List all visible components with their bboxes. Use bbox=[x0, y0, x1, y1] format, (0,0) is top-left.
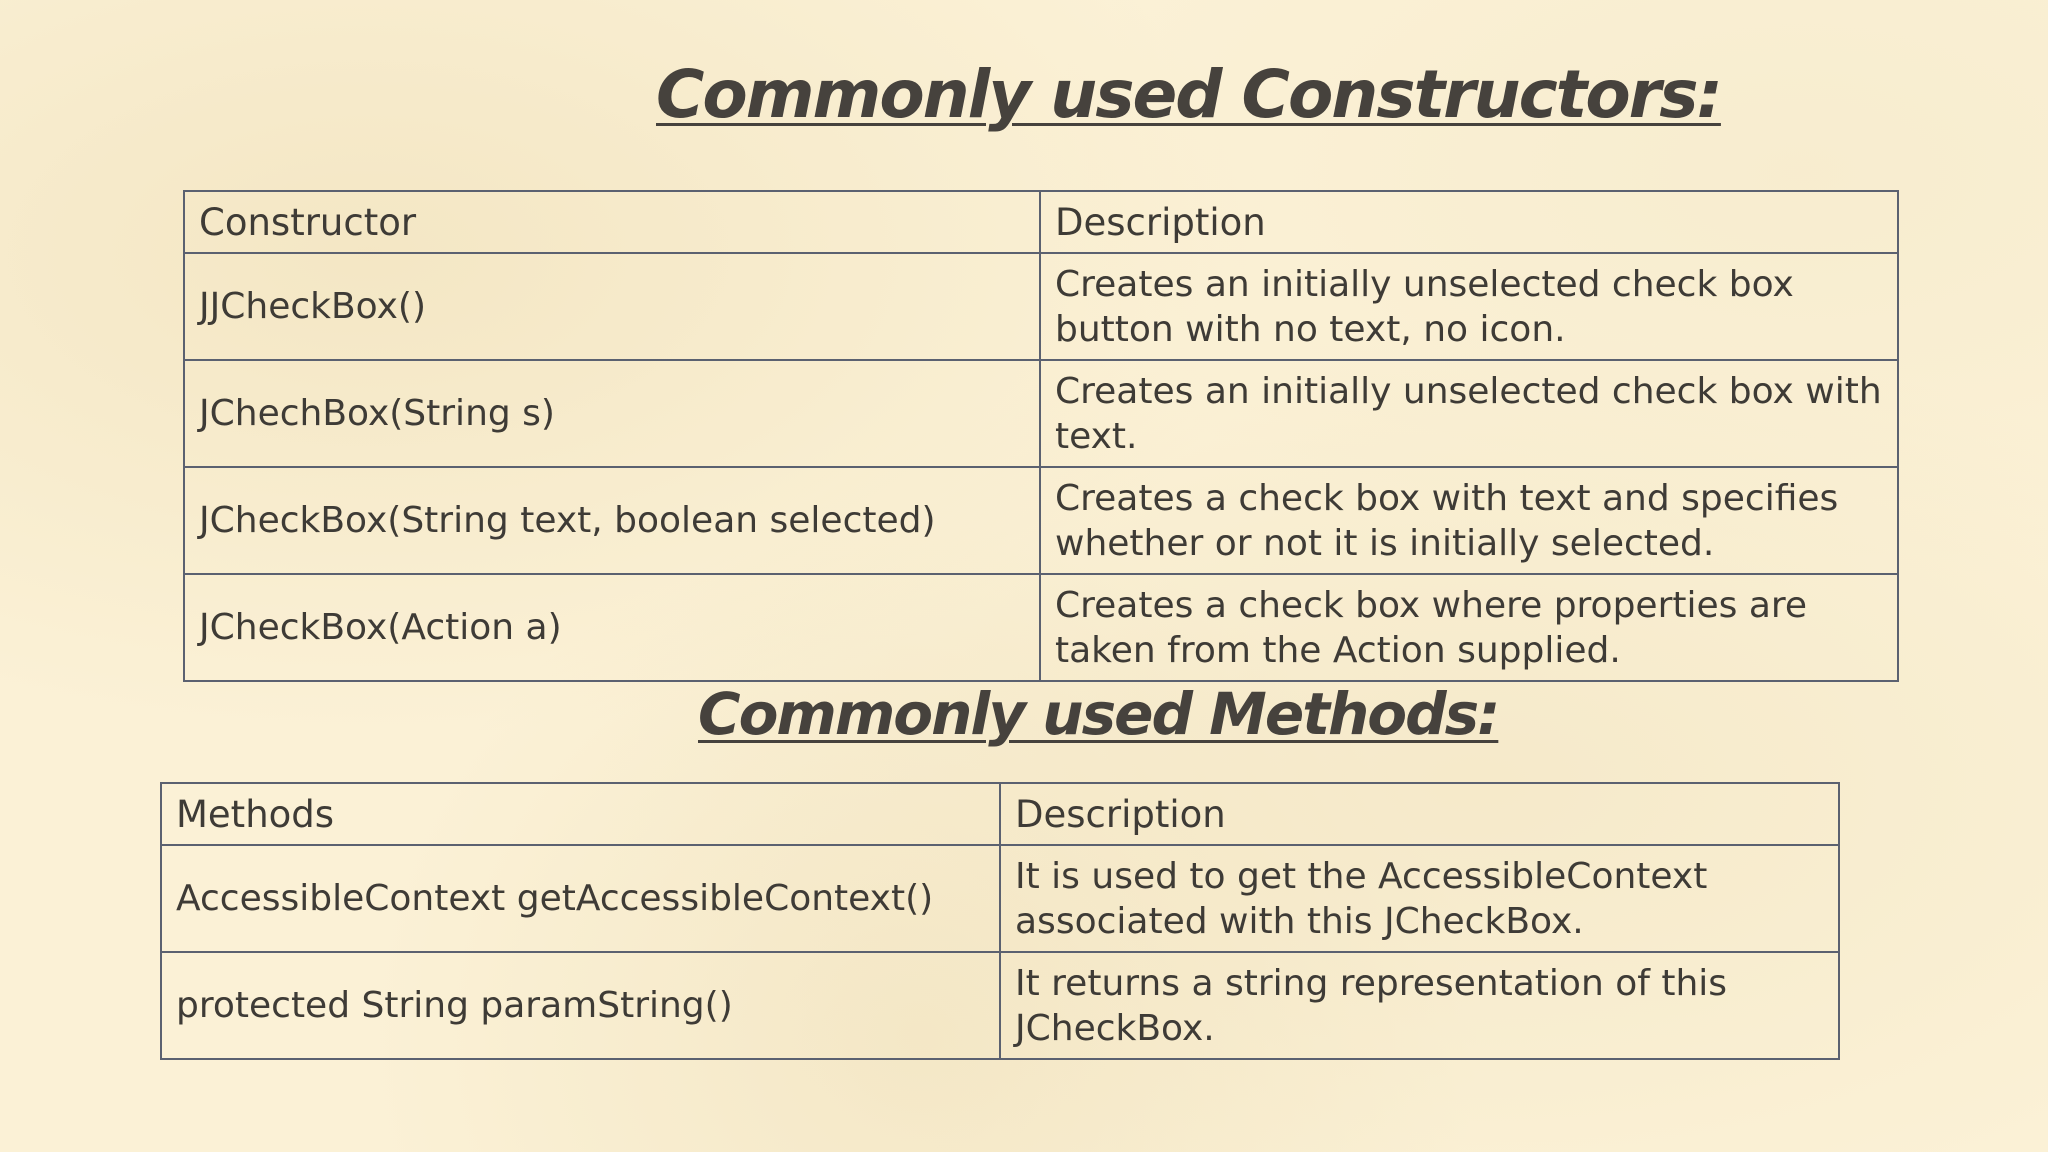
table-header-row bbox=[184, 191, 1898, 253]
constructor-name-cell: JCheckBox(Action a) bbox=[184, 574, 1040, 681]
method-name-cell: protected String paramString() bbox=[161, 952, 1000, 1059]
table-row bbox=[184, 574, 1898, 681]
constructor-name-cell: JChechBox(String s) bbox=[184, 360, 1040, 467]
column-header-constructor: Constructor bbox=[184, 191, 1040, 253]
constructor-description-cell: Creates an initially unselected check box with text. bbox=[1040, 360, 1898, 467]
constructor-name-cell: JJCheckBox() bbox=[184, 253, 1040, 360]
method-description-cell: It is used to get the AccessibleContext associated with this JCheckBox. bbox=[1000, 845, 1839, 952]
constructor-description-cell: Creates a check box with text and specifies whether or not it is initially selected. bbox=[1040, 467, 1898, 574]
table-row bbox=[184, 253, 1898, 360]
table-header-row bbox=[161, 783, 1839, 845]
method-description-cell: It returns a string representation of this JCheckBox. bbox=[1000, 952, 1839, 1059]
constructors-table bbox=[183, 190, 1899, 682]
column-header-methods: Methods bbox=[161, 783, 1000, 845]
table-row bbox=[184, 360, 1898, 467]
constructor-name-cell: JCheckBox(String text, boolean selected) bbox=[184, 467, 1040, 574]
column-header-description: Description bbox=[1040, 191, 1898, 253]
constructor-description-cell: Creates an initially unselected check box button with no text, no icon. bbox=[1040, 253, 1898, 360]
methods-table bbox=[160, 782, 1840, 1060]
table-row bbox=[161, 845, 1839, 952]
constructors-heading: Commonly used Constructors: bbox=[656, 56, 1721, 133]
methods-heading: Commonly used Methods: bbox=[698, 680, 1499, 748]
column-header-description: Description bbox=[1000, 783, 1839, 845]
method-name-cell: AccessibleContext getAccessibleContext() bbox=[161, 845, 1000, 952]
constructor-description-cell: Creates a check box where properties are taken from the Action supplied. bbox=[1040, 574, 1898, 681]
table-row bbox=[184, 467, 1898, 574]
table-row bbox=[161, 952, 1839, 1059]
